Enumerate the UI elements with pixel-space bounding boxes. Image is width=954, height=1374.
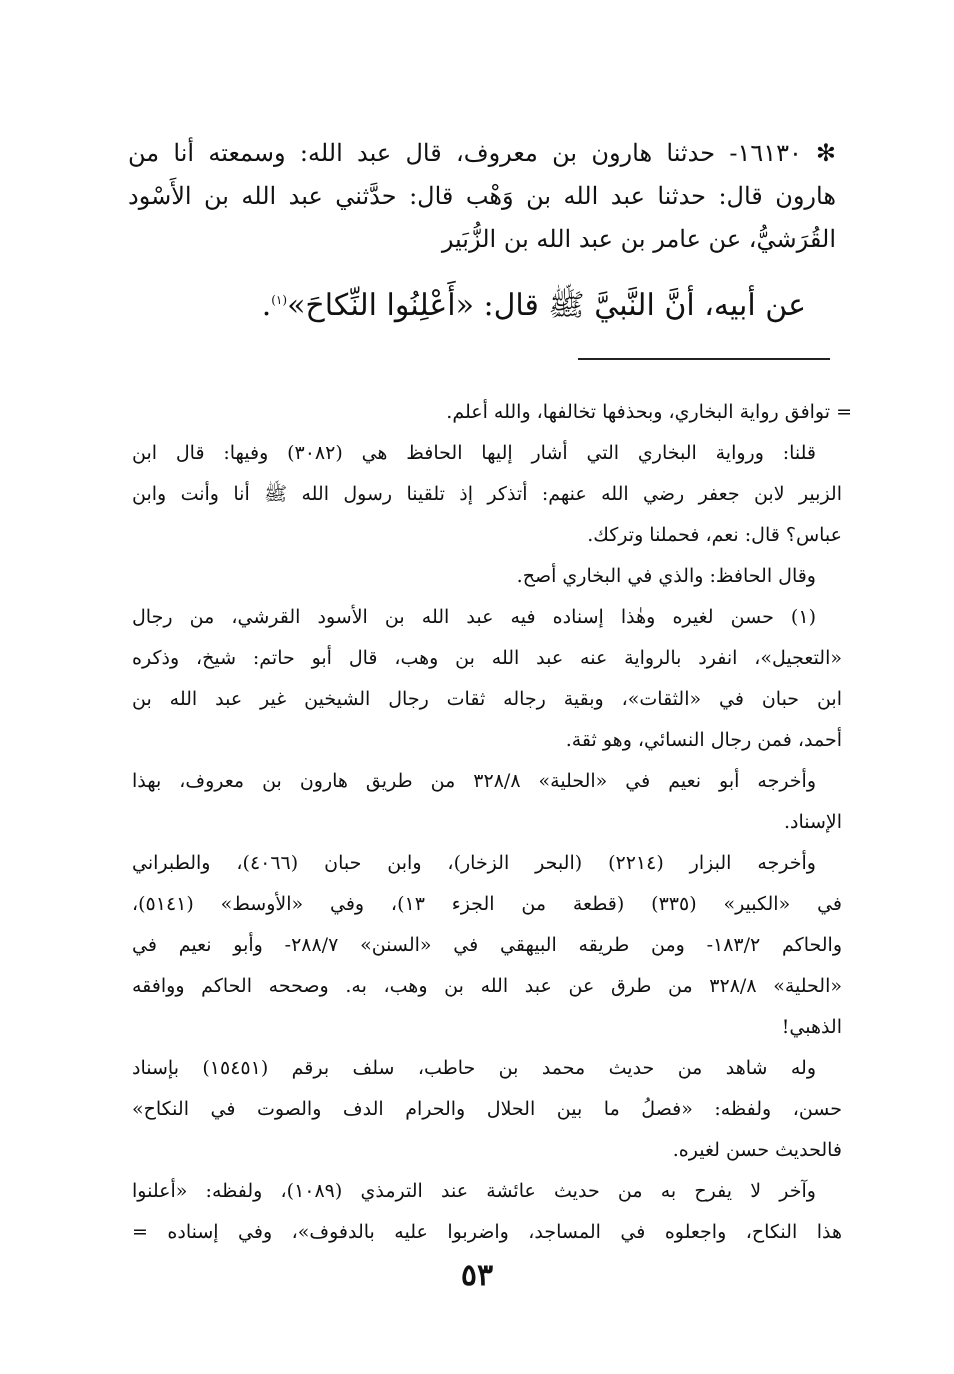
footnote-line: وآخر لا يفرح به من حديث عائشة عند الترمذي (١٠٨٩)، ولفظه: «أعلنوا — [132, 1180, 816, 1202]
footnote-line: في «الكبير» (٣٣٥) (قطعة من الجزء ١٣)، وفي «الأوسط» (٥١٤١)، — [132, 893, 842, 915]
footnote-line: «الحلية» ٣٢٨/٨ من طرق عن عبد الله بن وهب، به. وصححه الحاكم ووافقه — [132, 975, 842, 997]
hadith-final-line — [128, 267, 836, 333]
footnote-line: وله شاهد من حديث محمد بن حاطب، سلف برقم (١٥٤٥١) بإسناد — [132, 1057, 816, 1079]
hadith-line-text: ١٦١٣٠- حدثنا هارون بن معروف، قال عبد الله: وسمعته أنا من — [128, 139, 802, 167]
footnote-line: = توافق رواية البخاري، وبحذفها تخالفها، والله أعلم. — [446, 401, 852, 423]
hadith-line: القُرَشيُّ، عن عامر بن عبد الله بن الزُّبَير — [441, 225, 836, 253]
footnote-line: حسن، ولفظه: «فصلُ ما بين الحلال والحرام الدف والصوت في النكاح» — [132, 1098, 842, 1120]
footnote-line: ابن حبان في «الثقات»، وبقية رجاله ثقات رجال الشيخين غير عبد الله بن — [132, 688, 842, 710]
star-icon: ✻ — [815, 139, 836, 167]
footnote-line: وقال الحافظ: والذي في البخاري أصح. — [516, 565, 816, 587]
hadith-line: هارون قال: حدثنا عبد الله بن وَهْب قال: حدَّثني عبد الله بن الأَسْود — [128, 182, 836, 210]
footnote-line: قلنا: ورواية البخاري التي أشار إليها الحافظ هي (٣٠٨٢) وفيها: قال ابن — [132, 442, 816, 464]
footnote-line: هذا النكاح، واجعلوه في المساجد، واضربوا عليه بالدفوف»، وفي إسناده = — [132, 1221, 842, 1243]
footnote-divider — [578, 358, 830, 360]
page-number: ٥٣ — [460, 1258, 494, 1293]
hadith-text — [128, 132, 836, 333]
footnote-line: والحاكم ١٨٣/٢- ومن طريقه البيهقي في «السنن» ٢٨٨/٧- وأبو نعيم في — [132, 934, 842, 956]
footnotes — [132, 392, 852, 1253]
hadith-final-text: عن أبيه، أنَّ النَّبيَّ ﷺ قال: «أَعْلِنُوا النِّكاحَ» — [287, 288, 806, 323]
footnote-line: الإسناد. — [783, 811, 842, 833]
footnote-line: (١) حسن لغيره وهٰذا إسناده فيه عبد الله بن الأسود القرشي، من رجال — [132, 606, 816, 628]
footnote-line: الذهبي! — [781, 1016, 842, 1038]
footnote-line: الزبير لابن جعفر رضي الله عنهم: أتذكر إذ تلقينا رسول الله ﷺ أنا وأنت وابن — [132, 483, 842, 505]
footnote-line: عباس؟ قال: نعم، فحملنا وتركك. — [587, 524, 842, 546]
final-period: . — [261, 288, 272, 323]
footnote-line: فالحديث حسن لغيره. — [672, 1139, 842, 1161]
footnote-line: وأخرجه أبو نعيم في «الحلية» ٣٢٨/٨ من طريق هارون بن معروف، بهذا — [132, 770, 816, 792]
hadith-line — [128, 132, 836, 175]
footnote-line: «التعجيل»، انفرد بالرواية عنه عبد الله بن وهب، قال أبو حاتم: شيخ، وذكره — [132, 647, 842, 669]
footnote-line: وأخرجه البزار (٢٢١٤) (البحر الزخار)، وابن حبان (٤٠٦٦)، والطبراني — [132, 852, 816, 874]
footnote-line: أحمد، فمن رجال النسائي، وهو ثقة. — [565, 729, 842, 751]
footnote-reference: (١) — [271, 293, 288, 307]
